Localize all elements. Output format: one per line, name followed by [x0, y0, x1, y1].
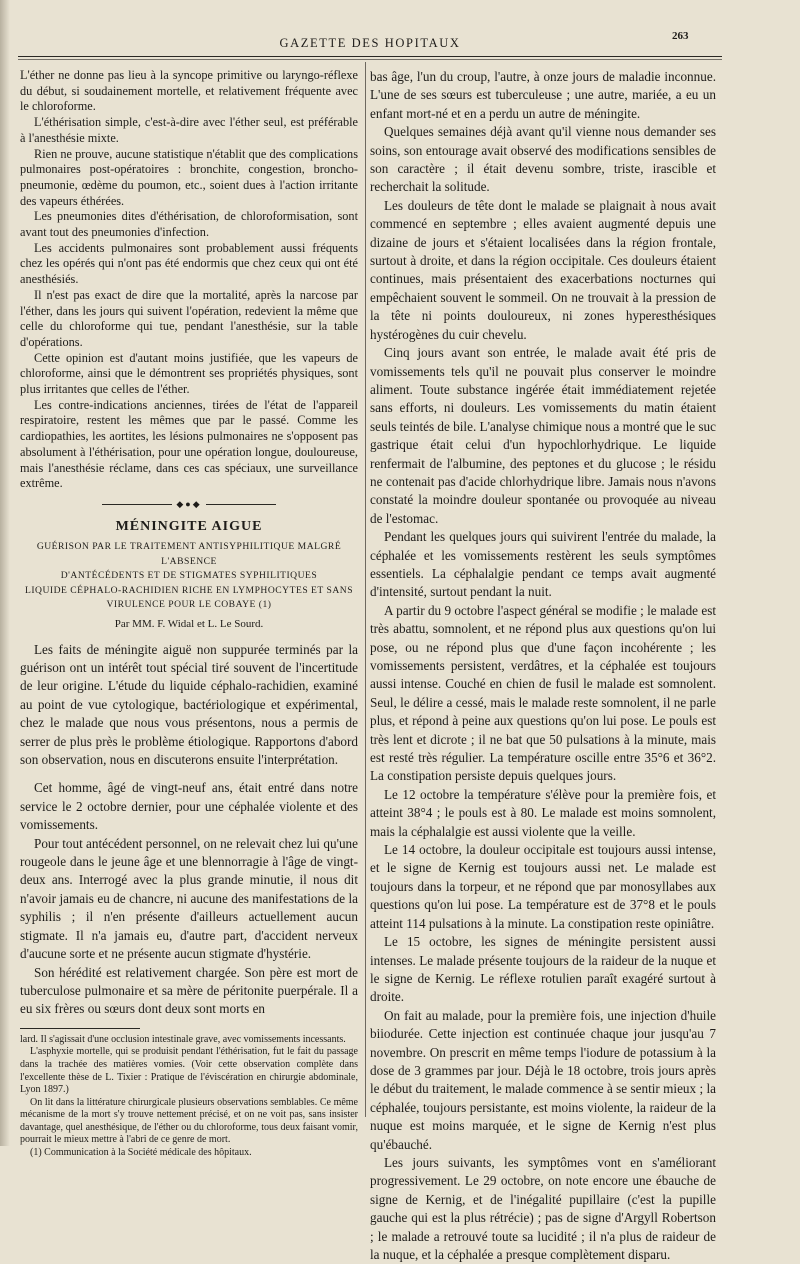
- conclusions-block: [20, 68, 358, 492]
- running-title: GAZETTE DES HOPITAUX: [279, 36, 461, 50]
- paragraph: Les faits de méningite aiguë non suppurée terminés par la guérison ont un intérêt tout spécial tiré souvent de l'incertitude de leur origine. L'étude du liquide céphalo-rachidien, examiné au point de vue cytologique, bactériologique et expérimental, chez le malade que nous vous présentons, nous a permis de serrer de plus près le problème étiologique. Rapportons d'abord son observation, nous en discuterons ensuite l'interprétation.: [20, 641, 358, 768]
- subtitle-line: GUÉRISON PAR LE TRAITEMENT ANTISYPHILITIQUE MALGRÉ L'ABSENCE: [36, 541, 342, 567]
- header-rule: [18, 56, 722, 57]
- header-rule-secondary: [18, 59, 722, 60]
- page-edge-shadow: [0, 0, 10, 1146]
- paragraph: A partir du 9 octobre l'aspect général se modifie ; le malade est très abattu, somnolent, et ne répond plus aux questions qu'on lui pose, ou ne répond plus que d'une façon incohérente ; les vomissements persistent, verdâtres, et la céphalée est toujours aussi intense. Couché en chien de fusil le malade est somnolent. Seul, le délire a cessé, mais le malade reste somnolent, il ne parle plus, et répond à peine aux questions qu'on lui pose. Le pouls est très lent et dicrote ; il ne bat que 50 pulsations à la minute, mais est resté très régulier. La température oscille entre 35°6 et 36°2. La constipation persiste depuis quelques jours.: [370, 602, 716, 784]
- paragraph: On fait au malade, pour la première fois, une injection d'huile biiodurée. Cette injection est continuée chaque jour jusqu'au 7 novembre. On prescrit en même temps l'iodure de potassium à la dose de 3 grammes par jour. Déjà le 18 octobre, trois jours après le début du traitement, le malade commence à se sentir mieux ; la céphalée, toujours persistante, est moins violente, la raideur de la nuque est moins marquée, et le signe de Kernig n'est plus qu'ébauché.: [370, 1007, 716, 1152]
- paragraph: Les pneumonies dites d'éthérisation, de chloroformisation, sont avant tout des pneumonies d'infection.: [20, 209, 358, 240]
- paragraph: Pour tout antécédent personnel, on ne relevait chez lui qu'une rougeole dans le jeune âge et une blennorragie à l'âge de vingt-deux ans. Interrogé avec la plus grande minutie, il nous dit n'avoir jamais eu de chancre, ni aucune des manifestations de la syphilis ; il n'en présente d'ailleurs actuellement aucun stigmate. Il n'a jamais eu, d'autre part, d'accident nerveux d'aucune sorte et ne présente aucun stigmate d'hystérie.: [20, 835, 358, 962]
- authors-line: Par MM. F. Widal et L. Le Sourd.: [114, 617, 264, 630]
- left-column: [20, 68, 358, 1160]
- paragraph: bas âge, l'un du croup, l'autre, à onze jours de maladie inconnue. L'une de ses sœurs est tuberculeuse ; une autre, mariée, a eu un enfant mort-né et en a perdu un autre de méningite.: [370, 69, 716, 121]
- paragraph: Le 15 octobre, les signes de méningite persistent aussi intenses. Le malade présente toujours de la raideur de la nuque et le signe de Kernig. Le réflexe rotulien paraît exagéré surtout à droite.: [370, 934, 716, 1005]
- paragraph: Les jours suivants, les symptômes vont en s'améliorant progressivement. Le 29 octobre, on note encore une ébauche de signe de Kernig, et de l'inégalité pupillaire (c'est la pupille gauche qui est la plus rétrécie) ; pas de signe d'Argyll Robertson ; le malade a retrouvé toute sa lucidité ; il n'a plus de raideur de la nuque, et la céphalée a presque complètement disparu.: [370, 1154, 716, 1262]
- right-column: [370, 68, 716, 1264]
- article-subtitle: [20, 540, 358, 613]
- paragraph: Rien ne prouve, aucune statistique n'établit que des complications pulmonaires post-opératoires : bronchite, congestion, broncho-pneumonie, œdème du poumon, etc., soient dues à l'action irritante des vapeurs éthérées.: [20, 146, 358, 208]
- article-body: [20, 641, 358, 1019]
- section-title: MÉNINGITE AIGUE: [115, 518, 263, 534]
- paragraph: L'éther ne donne pas lieu à la syncope primitive ou laryngo-réflexe du début, si soudainement mortelle, et relativement fréquente avec le chloroforme.: [20, 68, 358, 114]
- footnote: On lit dans la littérature chirurgicale plusieurs observations semblables. Ce même mécanisme de la mort s'y trouve nettement précisé, et on ne voit pas, sans insister davantage, quel anesthésique, de l'éther ou du chloroforme, tous deux faisant vomir, pourrait le mieux mettre à l'abri de ce genre de mort.: [20, 1096, 358, 1146]
- column-separator: [365, 62, 366, 1117]
- paragraph: Les douleurs de tête dont le malade se plaignait à nous avait commencé en septembre ; elles avaient augmenté depuis une dizaine de jours et s'étaient localisées dans la région frontale, surtout à droite, et dans la région occipitale. Ces douleurs étaient continues, mais présentaient des exacerbations nocturnes qui empêchaient souvent le sommeil. On ne trouvait à la pression de la tête ni points douloureux, ni zones hyperesthésiques hystérogènes du cuir chevelu.: [370, 197, 716, 342]
- paragraph: Cette opinion est d'autant moins justifiée, que les vapeurs de chloroforme, ainsi que le démontrent ses propriétés physiques, sont plus irritantes que celles de l'éther.: [20, 350, 358, 397]
- footnote-rule: [20, 1028, 140, 1029]
- paragraph: Cinq jours avant son entrée, le malade avait été pris de vomissements tels qu'il ne pouvait plus conserver le moindre aliment. Toute substance ingérée était immédiatement rejetée sans efforts, ni douleurs. Les vomissements du matin étaient seuls teintés de bile. L'analyse chimique nous a montré que le suc gastrique était celui d'un hypochlorhydrique. Le liquide renfermait de l'albumine, des peptones et du glucose ; le résidu ne contenait pas d'acide chlorhydrique libre. Jamais nous n'avons constaté la moindre douleur spontanée ou provoquée au niveau de l'estomac.: [370, 345, 716, 526]
- paragraph: Les contre-indications anciennes, tirées de l'état de l'appareil respiratoire, restent les mêmes que par le passé. Comme les cardiopathies, les aortites, les lésions pulmonaires ne s'opposent pas absolument à l'éthérisation, pour une opération longue, douloureuse, mais l'anesthésie réclame, dans ces cas spéciaux, une surveillance extrême.: [20, 397, 358, 491]
- paragraph: Cet homme, âgé de vingt-neuf ans, était entré dans notre service le 2 octobre dernier, pour une céphalée violente et des vomissements.: [20, 780, 358, 833]
- footnote: (1) Communication à la Société médicale des hôpitaux.: [30, 1147, 252, 1159]
- paragraph: L'éthérisation simple, c'est-à-dire avec l'éther seul, est préférable à l'anesthésie mixte.: [20, 115, 358, 145]
- paragraph: Il n'est pas exact de dire que la mortalité, après la narcose par l'éther, dans les jours qui suivent l'opération, redevient la même que celle du chloroforme qui tue, pendant l'anesthésie, sur la table d'opérations.: [20, 287, 358, 349]
- footnote: L'asphyxie mortelle, qui se produisit pendant l'éthérisation, fut le fait du passage dans la trachée des matières vomies. (Voir cette observation complète dans l'excellente thèse de L. Tixier : Pratique de l'éviscération en chirurgie abdominale, Lyon 1897.): [20, 1046, 358, 1096]
- section-divider: ◆●◆: [20, 497, 358, 513]
- paragraph: Le 12 octobre la température s'élève pour la première fois, et atteint 38°4 ; le pouls est à 80. Le malade est moins somnolent, mais la céphalalgie est aussi violente que la veille.: [370, 786, 716, 839]
- page-number: 263: [672, 30, 689, 42]
- paragraph: Pendant les quelques jours qui suivirent l'entrée du malade, la céphalée et les vomissements restèrent les seuls symptômes essentiels. La céphalalgie pendant ce temps avait augmenté d'intensité, surtout pendant la nuit.: [370, 529, 716, 600]
- footnotes: [20, 1034, 358, 1160]
- paragraph: Le 14 octobre, la douleur occipitale est toujours aussi intense, et le signe de Kernig est toujours aussi net. Le malade est toujours dans la torpeur, et ne répond que par monosyllabes aux questions qu'on lui pose. La température est de 37°8 et le pouls atteint 114 pulsations à la minute. La constipation reste opiniâtre.: [370, 842, 716, 931]
- subtitle-line: LIQUIDE CÉPHALO-RACHIDIEN RICHE EN LYMPHOCYTES ET SANS: [24, 584, 354, 596]
- paragraph: Les accidents pulmonaires sont probablement aussi fréquents chez les opérés qui n'ont pas été endormis que chez ceux qui ont été anesthésiés.: [20, 240, 358, 287]
- footnote: lard. Il s'agissait d'une occlusion intestinale grave, avec vomissements incessants.: [20, 1033, 346, 1045]
- paragraph: Son hérédité est relativement chargée. Son père est mort de tuberculose pulmonaire et sa mère de péritonite puerpérale. Il a eu six frères ou sœurs dont deux sont morts en: [20, 964, 358, 1017]
- subtitle-line: VIRULENCE POUR LE COBAYE (1): [106, 599, 272, 611]
- paragraph: Quelques semaines déjà avant qu'il vienne nous demander ses soins, son entourage avait observé des modifications sensibles de son caractère ; il était devenu sombre, triste, irascible et recherchait la solitude.: [370, 124, 716, 195]
- subtitle-line: D'ANTÉCÉDENTS ET DE STIGMATES SYPHILITIQUES: [60, 570, 318, 582]
